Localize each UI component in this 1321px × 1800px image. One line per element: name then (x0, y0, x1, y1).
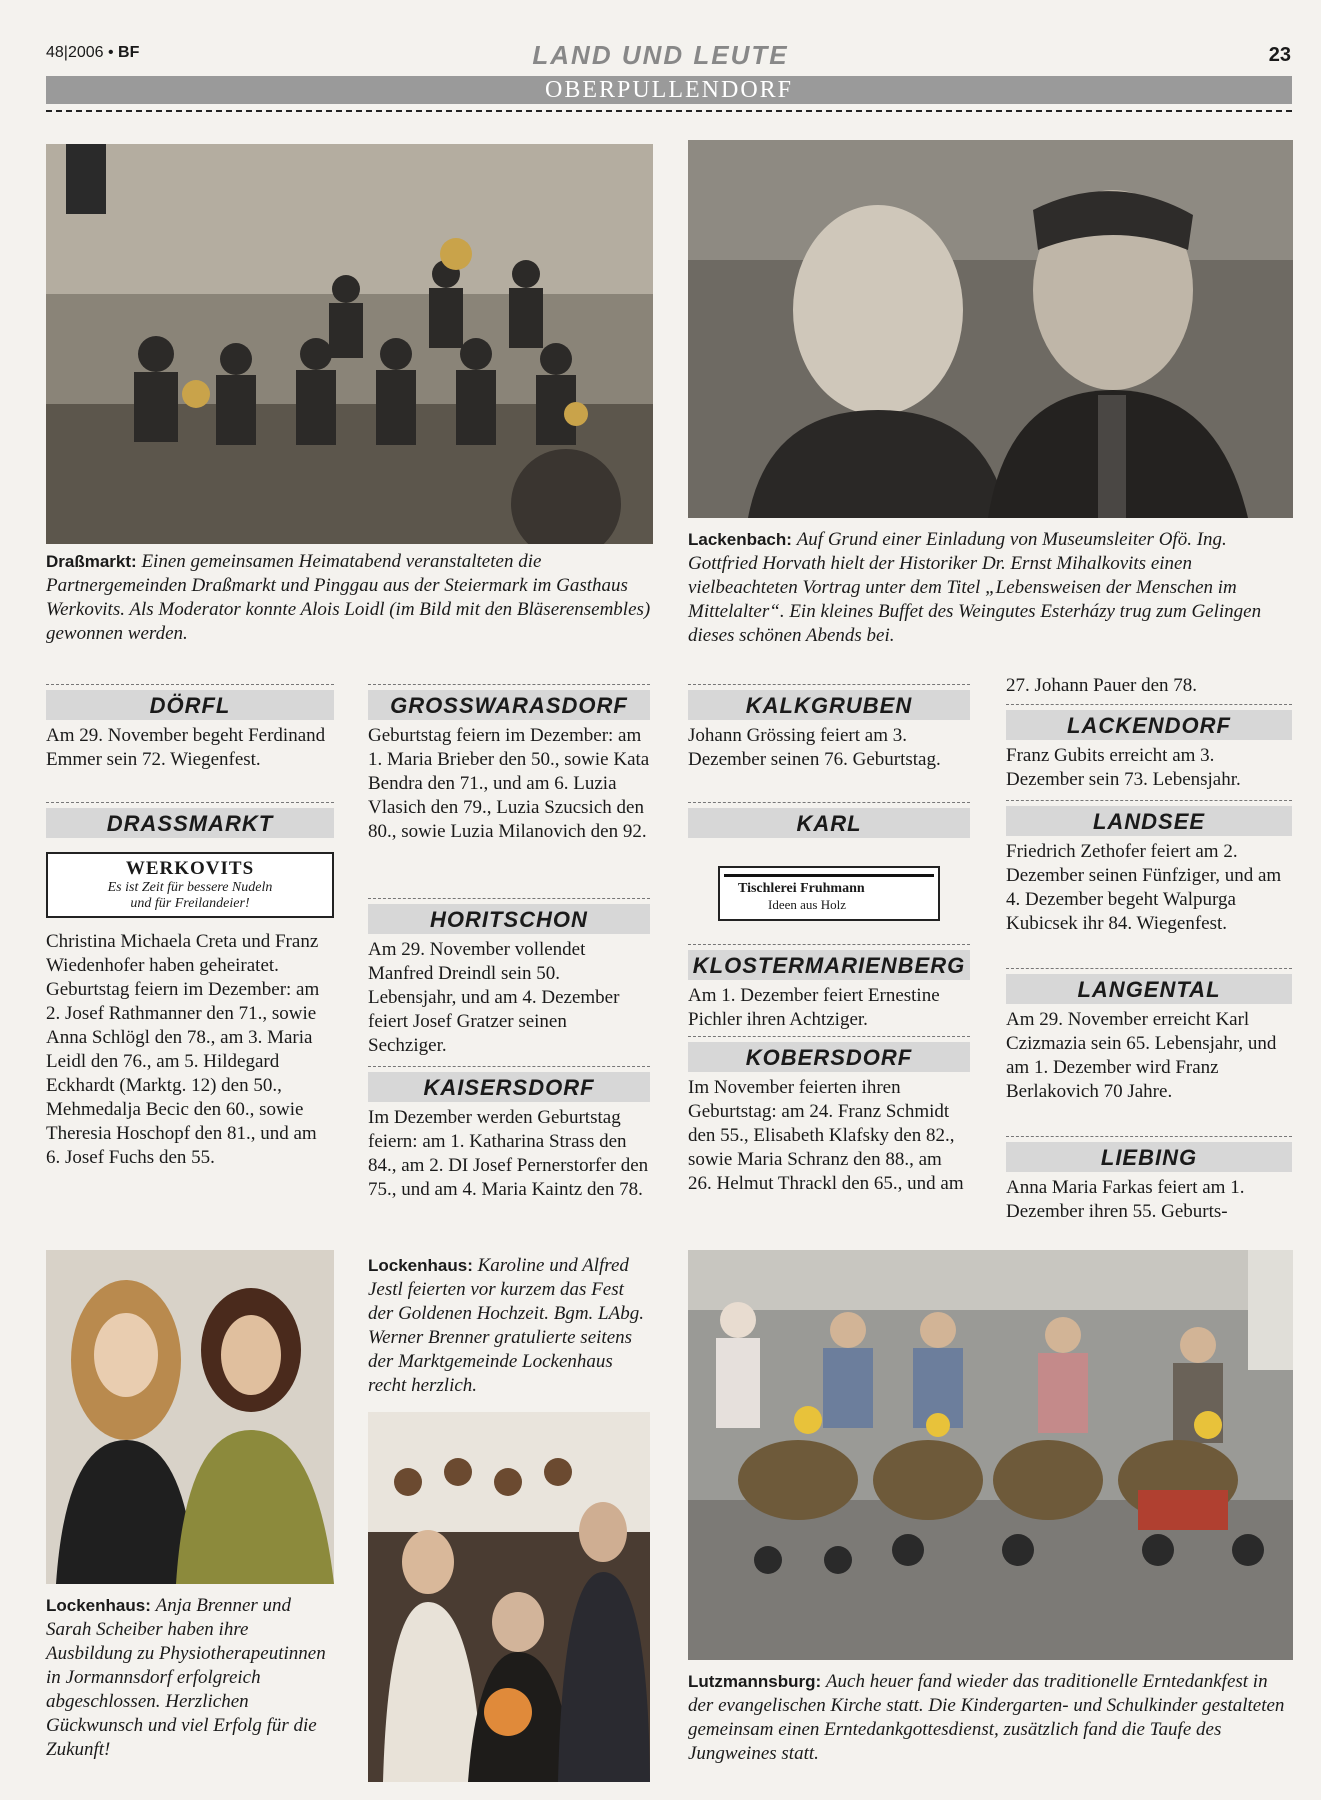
section-text-klostermarienberg: Am 1. Dezember feiert Ernestine Pichler ihren Achtziger. (688, 985, 940, 1030)
section-liebing (1006, 1136, 1292, 1224)
caption-lutzmannsburg: Lutzmannsburg: Auch heuer fand wieder das traditionelle Erntedankfest in der evangelischen Kirche statt. Die Kindergarten- und Schulkinder gestalteten gemeinsam einen Erntedankgottesdienst, zusätzlich fand die Taufe des Jungweines statt. (688, 1671, 1285, 1764)
header-divider (46, 110, 1292, 112)
section-title-landsee: LANDSEE (1006, 806, 1292, 836)
section-text-liebing: Anna Maria Farkas feiert am 1. Dezember ihren 55. Geburts- (1006, 1177, 1245, 1222)
photo-lockenhaus-graduates (46, 1250, 334, 1584)
ad-fruhmann-rule (724, 874, 934, 877)
section-title-lackendorf: LACKENDORF (1006, 710, 1292, 740)
ad-fruhmann (718, 866, 940, 921)
section-karl (688, 802, 970, 921)
section-title-karl: KARL (688, 808, 970, 838)
section-text-kobersdorf: Im November feierten ihren Geburtstag: am 24. Franz Schmidt den 55., Elisabeth Klafsky den 82., sowie Maria Schranz den 88., am 26. Helmut Thrackl den 65., und am (688, 1077, 964, 1194)
caption-lockenhaus-anniversary: Lockenhaus: Karoline und Alfred Jestl feierten vor kurzem das Fest der Goldenen Hochzeit. Bgm. LAbg. Werner Brenner gratulierte seitens der Marktgemeinde Lockenhaus recht herzlich. (368, 1255, 644, 1396)
section-text-horitschon: Am 29. November vollendet Manfred Dreindl sein 50. Lebensjahr, und am 4. Dezember feiert Josef Gratzer seinen Sechziger. (368, 939, 620, 1056)
section-drassmarkt (46, 802, 334, 1170)
section-text-kalkgruben: Johann Grössing feiert am 3. Dezember seinen 76. Geburtstag. (688, 725, 941, 770)
section-title-liebing: LIEBING (1006, 1142, 1292, 1172)
ad-werkovits-name: WERKOVITS (125, 858, 255, 879)
section-horitschon (368, 898, 650, 1058)
caption-lackenbach: Lackenbach: Auf Grund einer Einladung von Museumsleiter Ofö. Ing. Gottfried Horvath hielt der Historiker Dr. Ernst Mihalkovits einen vielbeachteten Vortrag unter dem Titel „Lebensweisen der Menschen im Mittelalter“. Ein kleines Buffet des Weingutes Esterházy trug zum Gelingen dieses schönen Abends bei. (688, 529, 1262, 646)
section-title: LAND UND LEUTE (532, 40, 789, 70)
section-title-grosswarasdorf: GROSSWARASDORF (368, 690, 650, 720)
ad-fruhmann-slogan: Ideen aus Holz (768, 897, 846, 912)
section-title-horitschon: HORITSCHON (368, 904, 650, 934)
section-doerfl (46, 684, 334, 772)
section-text-continued: 27. Johann Pauer den 78. (1006, 675, 1198, 696)
section-kobersdorf (688, 1036, 970, 1196)
ad-werkovits-slogan1: Es ist Zeit für bessere Nudeln (107, 880, 273, 895)
section-text-kaisersdorf: Im Dezember werden Geburtstag feiern: am 1. Katharina Strass den 84., am 2. DI Josef Pernerstorfer den 75., und am 4. Maria Kaintz den 78. (368, 1107, 649, 1200)
photo-lockenhaus-golden-wedding (368, 1412, 650, 1782)
photo-lutzmannsburg-harvest (688, 1250, 1293, 1660)
brand-label: BF (118, 44, 140, 61)
section-klostermarienberg (688, 944, 970, 1032)
section-landsee (1006, 800, 1292, 936)
section-langental (1006, 968, 1292, 1104)
section-kalkgruben (688, 684, 970, 772)
ad-fruhmann-name: Tischlerei Fruhmann (738, 881, 865, 896)
section-text-langental: Am 29. November erreicht Karl Czizmazia sein 65. Lebensjahr, und am 1. Dezember wird Franz Berlakovich 70 Jahre. (1006, 1009, 1277, 1102)
photo-brass-band (46, 144, 653, 544)
section-text-grosswarasdorf: Geburtstag feiern im Dezember: am 1. Maria Brieber den 50., sowie Kata Bendra den 71., und am 6. Luzia Vlasich den 79., Luzia Szucsich den 80., sowie Luzia Milanovich den 92. (368, 725, 650, 842)
region-banner: OBERPULLENDORF (46, 76, 1292, 104)
section-title-kalkgruben: KALKGRUBEN (688, 690, 970, 720)
section-title-kaisersdorf: KAISERSDORF (368, 1072, 650, 1102)
section-grosswarasdorf (368, 684, 650, 844)
section-text-lackendorf: Franz Gubits erreicht am 3. Dezember sein 73. Lebensjahr. (1006, 745, 1241, 790)
section-text-drassmarkt: Christina Michaela Creta und Franz Wiedenhofer haben geheiratet. Geburtstag feiern im Dezember: am 2. Josef Rathmanner den 71., sowie Anna Schlögl den 78., am 3. Maria Leidl den 76., am 5. Hildegard Eckhardt (Marktg. 12) den 50., Mehmedalja Becic den 60., sowie Theresia Hoschopf den 81., und am 6. Josef Fuchs den 55. (46, 931, 320, 1168)
caption-drassmarkt: Draßmarkt: Einen gemeinsamen Heimatabend veranstalteten die Partnergemeinden Draßmarkt und Pinggau aus der Steiermark im Gasthaus Werkovits. Als Moderator konnte Alois Loidl (im Bild mit den Bläserensembles) gewonnen werden. (46, 551, 651, 644)
section-lackendorf (1006, 704, 1292, 792)
section-text-doerfl: Am 29. November begeht Ferdinand Emmer sein 72. Wiegenfest. (46, 725, 326, 770)
ad-werkovits (46, 852, 334, 918)
ad-werkovits-slogan2: und für Freilandeier! (130, 896, 250, 911)
issue-number: 48|2006 • (46, 44, 114, 61)
photo-lackenbach-portrait (688, 140, 1293, 518)
section-title-langental: LANGENTAL (1006, 974, 1292, 1004)
section-title-drassmarkt: DRASSMARKT (46, 808, 334, 838)
section-text-landsee: Friedrich Zethofer feiert am 2. Dezember seinen Fünfziger, und am 4. Dezember begeht Walpurga Kubicsek ihr 84. Wiegenfest. (1006, 841, 1282, 934)
caption-lockenhaus-graduates: Lockenhaus: Anja Brenner und Sarah Scheiber haben ihre Ausbildung zu Physiotherapeutinnen in Jormannsdorf erfolgreich abgeschlossen. Herzlichen Gückwunsch und viel Erfolg für die Zukunft! (46, 1595, 326, 1760)
section-kaisersdorf (368, 1066, 650, 1202)
section-title-doerfl: DÖRFL (46, 690, 334, 720)
section-title-kobersdorf: KOBERSDORF (688, 1042, 970, 1072)
section-title-klostermarienberg: KLOSTERMARIENBERG (688, 950, 970, 980)
page-number: 23 (1268, 44, 1291, 66)
